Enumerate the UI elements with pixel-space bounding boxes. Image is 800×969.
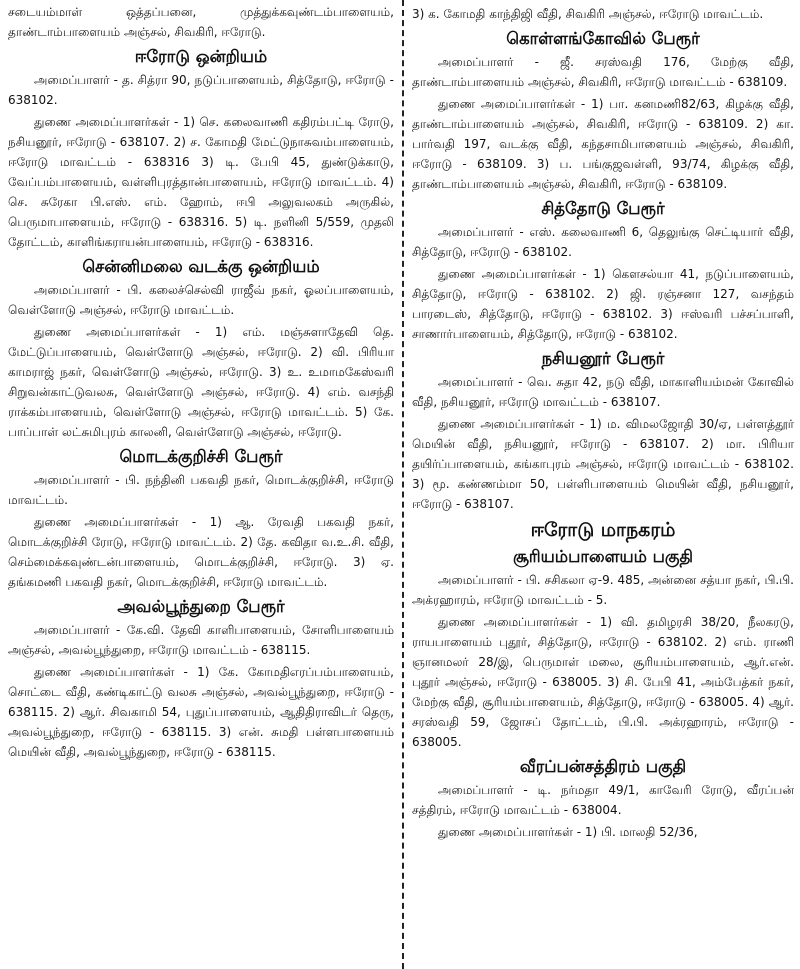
section-heading-modakurichi-town: மொடக்குறிச்சி பேரூர் <box>119 447 283 466</box>
section-heading-nasiyanur-town: நசியனூர் பேரூர் <box>541 349 665 368</box>
organizer-text: அமைப்பாளர் - ஜீ. சரஸ்வதி 176, மேற்கு வீதி, தாண்டாம்பாளையம் அஞ்சல், சிவகிரி, ஈரோடு மாவட்டம் - 638109. <box>412 55 794 89</box>
section-heading-chithode-town: சித்தோடு பேரூர் <box>541 199 665 218</box>
continued-text: சடையம்மாள் ஒத்தப்பனை, முத்துக்கவுண்டம்பாளையம், தாண்டாம்பாளையம் அஞ்சல், சிவகிரி, ஈரோடு. <box>8 5 394 39</box>
section-heading-erode-union: ஈரோடு ஒன்றியம் <box>134 47 268 66</box>
organizer-text: அமைப்பாளர் - பி. கலைச்செல்வி ராஜீவ் நகர், ஓலப்பாளையம், வெள்ளோடு அஞ்சல், ஈரோடு மாவட்டம். <box>8 283 394 317</box>
continued-text: 3) க. கோமதி காந்திஜி வீதி, சிவகிரி அஞ்சல், ஈரோடு மாவட்டம். <box>412 7 764 21</box>
column-divider <box>402 0 404 969</box>
organizer-text: அமைப்பாளர் - த. சித்ரா 90, நடுப்பாளையம், சித்தோடு, ஈரோடு - 638102. <box>8 73 394 107</box>
deputy-organizers-text: துணை அமைப்பாளர்கள் - 1) கௌசல்யா 41, நடுப்பாளையம், சித்தோடு, ஈரோடு - 638102. 2) ஜி. ரஞ்சனா 127, வசந்தம் பாரடைஸ், சித்தோடு, ஈரோடு - 638102. 3) ஈஸ்வரி பச்சப்பாளி, சாணார்பாளையம், சித்தோடு, ஈரோடு - 638102. <box>412 267 794 341</box>
deputy-organizers-text: துணை அமைப்பாளர்கள் - 1) ம. விமலஜோதி 30/ஏ, பள்ளத்தூர் மெயின் வீதி, நசியனூர், ஈரோடு - 638107. 2) மா. பிரியா தயிர்ப்பாளையம், கங்காபுரம் அஞ்சல், ஈரோடு மாவட்டம் - 638102. 3) மூ. கண்ணம்மா 50, பள்ளிபாளையம் மெயின் வீதி, நசியனூர், ஈரோடு - 638107. <box>412 417 794 511</box>
organizer-text: அமைப்பாளர் - வெ. சுதா 42, நடு வீதி, மாகாளியம்மன் கோவில் வீதி, நசியனூர், ஈரோடு மாவட்டம் - 638107. <box>412 375 794 409</box>
organizer-text: அமைப்பாளர் - பி. சசிகலா ஏ-9. 485, அன்னை சத்யா நகர், பி.பி. அக்ரஹாரம், ஈரோடு மாவட்டம் - 5. <box>412 573 794 607</box>
section-heading-suriyampalayam-area: சூரியம்பாளையம் பகுதி <box>512 547 694 566</box>
deputy-organizers-text: துணை அமைப்பாளர்கள் - 1) வி. தமிழரசி 38/20, நீலகரடு, ராயபாளையம் புதூர், சித்தோடு, ஈரோடு - 638102. 2) எம். ராணி ஞானமலர் 28/இ, பெருமாள் மலை, சூரியம்பாளையம், ஆர்.என். புதூர் அஞ்சல், ஈரோடு - 638005. 3) சி. பேபி 41, அம்பேத்கர் நகர், மேற்கு வீதி, சூரியம்பாளையம், சித்தோடு, ஈரோடு - 638005. 4) ஆர். சரஸ்வதி 59, ஜோசப் தோட்டம், பி.பி. அக்ரஹாரம், ஈரோடு - 638005. <box>412 615 794 749</box>
deputy-organizers-text: துணை அமைப்பாளர்கள் - 1) கே. கோமதிஎரப்பம்பாளையம், சொட்டை வீதி, கண்டிகாட்டு வலசு அஞ்சல், அவல்பூந்துறை, ஈரோடு - 638115. 2) ஆர். சிவகாமி 54, புதுப்பாளையம், ஆதிதிராவிடர் தெரு, அவல்பூந்துறை, ஈரோடு - 638115. 3) என். சுமதி பள்ளபாளையம் மெயின் வீதி, அவல்பூந்துறை, ஈரோடு - 638115. <box>8 665 394 759</box>
deputy-organizers-text: துணை அமைப்பாளர்கள் - 1) செ. கலைவாணி கதிரம்பட்டி ரோடு, நசியனூர், ஈரோடு - 638107. 2) ச. கோமதி மேட்டுநாசுவம்பாளையம், ஈரோடு மாவட்டம் - 638316 3) டி. பேபி 45, துண்டுக்காடு, வேப்பம்பாளையம், வள்ளிபுரத்தான்பாளையம், ஈரோடு மாவட்டம். 4) செ. சுரேகா பி.எஸ். எம். ஹோம், ஈபி அலுவலகம் அருகில், பெருமாபாளையம், ஈரோடு - 638316. 5) டி. நளினி 5/559, முதலி தோட்டம், காளிங்கராயன்பாளையம், ஈரோடு - 638316. <box>8 115 394 249</box>
organizer-text: அமைப்பாளர் - கே.வி. தேவி காளிபாளையம், சோளிபாளையம் அஞ்சல், அவல்பூந்துறை, ஈரோடு மாவட்டம் - 638115. <box>8 623 394 657</box>
deputy-organizers-text: துணை அமைப்பாளர்கள் - 1) எம். மஞ்சுளாதேவி தெ. மேட்டுப்பாளையம், வெள்ளோடு அஞ்சல், ஈரோடு. 2) வி. பிரியா காமராஜ் நகர், வெள்ளோடு அஞ்சல், ஈரோடு. 3) உ. உமாமகேஸ்வரி சிறுவன்காட்டுவலசு, வெள்ளோடு அஞ்சல், ஈரோடு. 4) எம். வசந்தி ராக்கம்பாளையம், வெள்ளோடு அஞ்சல், ஈரோடு மாவட்டம். 5) கே. பாப்பாள் லட்சுமிபுரம் காலனி, வெள்ளோடு அஞ்சல், ஈரோடு. <box>8 325 394 439</box>
organizer-text: அமைப்பாளர் - எஸ். கலைவாணி 6, தெலுங்கு செட்டியார் வீதி, சித்தோடு, ஈரோடு - 638102. <box>412 225 794 259</box>
section-heading-kollankovil-town: கொள்ளங்கோவில் பேரூர் <box>506 29 700 48</box>
deputy-organizers-text: துணை அமைப்பாளர்கள் - 1) பா. கனமணி82/63, கிழக்கு வீதி, தாண்டாம்பாளையம் அஞ்சல், சிவகிரி, ஈரோடு - 638109. 2) கா. பார்வதி 197, வடக்கு வீதி, கந்தசாமிபாளையம் அஞ்சல், சிவகிரி, ஈரோடு - 638109. 3) ப. பங்குஜவள்ளி, 93/74, கிழக்கு வீதி, தாண்டாம்பாளையம் அஞ்சல், சிவகிரி, ஈரோடு - 638109. <box>412 97 794 191</box>
right-column <box>412 0 794 969</box>
section-heading-avalpoondurai-town: அவல்பூந்துறை பேரூர் <box>117 597 285 616</box>
deputy-organizers-text: துணை அமைப்பாளர்கள் - 1) பி. மாலதி 52/36, <box>438 825 698 839</box>
left-column <box>8 0 394 969</box>
corporation-heading: ஈரோடு மாநகரம் <box>530 519 676 541</box>
section-heading-veerappanchatram-area: வீரப்பன்சத்திரம் பகுதி <box>519 757 687 776</box>
deputy-organizers-text: துணை அமைப்பாளர்கள் - 1) ஆ. ரேவதி பகவதி நகர், மொடக்குறிச்சி ரோடு, ஈரோடு மாவட்டம். 2) தே. கவிதா வ.உ.சி. வீதி, செம்மைக்கவுண்டன்பாளையம், மொடக்குறிச்சி, ஈரோடு. 3) ஏ. தங்கமணி பகவதி நகர், மொடக்குறிச்சி, ஈரோடு மாவட்டம். <box>8 515 394 589</box>
organizer-text: அமைப்பாளர் - பி. நந்தினி பகவதி நகர், மொடக்குறிச்சி, ஈரோடு மாவட்டம். <box>8 473 394 507</box>
section-heading-chennimalai-north-union: சென்னிமலை வடக்கு ஒன்றியம் <box>82 257 320 276</box>
organizer-text: அமைப்பாளர் - டி. நர்மதா 49/1, காவேரி ரோடு, வீரப்பன் சத்திரம், ஈரோடு மாவட்டம் - 638004. <box>412 783 794 817</box>
